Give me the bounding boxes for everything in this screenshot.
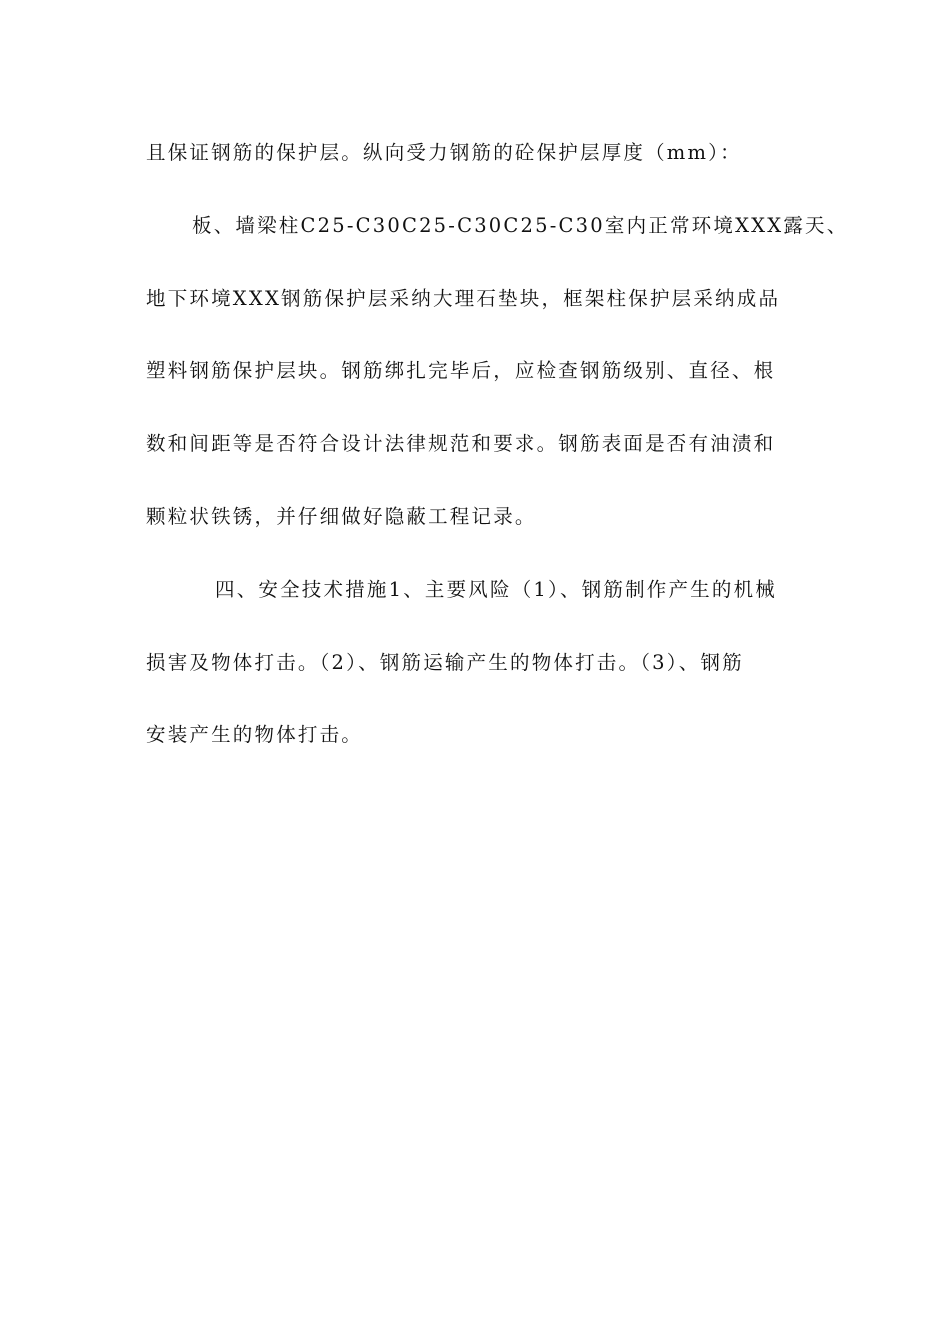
text-line: 损害及物体打击。（2）、钢筋运输产生的物体打击。（3）、钢筋 xyxy=(146,651,744,674)
text-line: 塑料钢筋保护层块。钢筋绑扎完毕后，应检查钢筋级别、直径、根 xyxy=(146,359,776,382)
text-line: 地下环境XXX钢筋保护层采纳大理石垫块，框架柱保护层采纳成品 xyxy=(146,287,781,310)
text-line: 板、墙梁柱C25-C30C25-C30C25-C30室内正常环境XXX露天、 xyxy=(192,214,849,237)
text-line: 颗粒状铁锈，并仔细做好隐蔽工程记录。 xyxy=(146,505,537,528)
text-line: 四、安全技术措施1、主要风险（1）、钢筋制作产生的机械 xyxy=(215,578,777,601)
text-line: 数和间距等是否符合设计法律规范和要求。钢筋表面是否有油渍和 xyxy=(146,432,776,455)
text-line: 安装产生的物体打击。 xyxy=(146,723,364,746)
text-line: 且保证钢筋的保护层。纵向受力钢筋的砼保护层厚度（mm）： xyxy=(146,141,742,164)
